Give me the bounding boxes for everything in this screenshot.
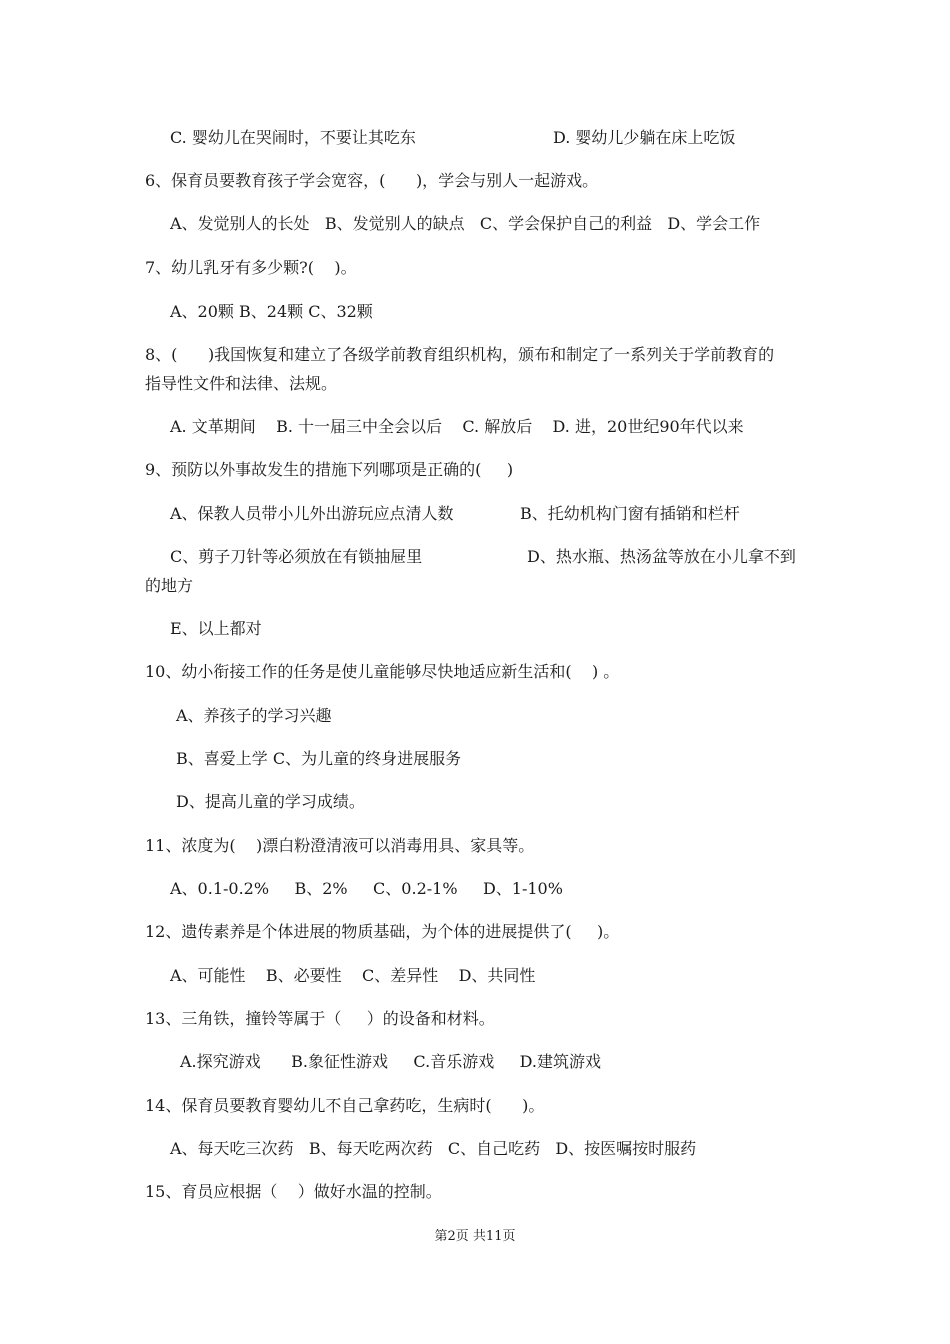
option-line: A.探究游戏 B.象征性游戏 C.音乐游戏 D.建筑游戏	[180, 1052, 601, 1071]
option-line: C、剪子刀针等必须放在有锁抽屉里	[170, 547, 423, 566]
question-line: 15、育员应根据（ ）做好水温的控制。	[145, 1182, 442, 1201]
question-line: 11、浓度为( )漂白粉澄清液可以消毒用具、家具等。	[145, 836, 535, 855]
question-line: 13、三角铁，撞铃等属于（ ）的设备和材料。	[145, 1009, 495, 1028]
option-line: B、喜爱上学 C、为儿童的终身进展服务	[176, 749, 462, 768]
option-line: A、发觉别人的长处 B、发觉别人的缺点 C、学会保护自己的利益 D、学会工作	[170, 214, 761, 233]
option-line: D、热水瓶、热汤盆等放在小儿拿不到	[527, 547, 796, 566]
option-line: D. 婴幼儿少躺在床上吃饭	[553, 128, 736, 147]
question-line: 的地方	[145, 576, 194, 595]
question-line: 指导性文件和法律、法规。	[145, 374, 338, 393]
question-line: 12、遗传素养是个体进展的物质基础，为个体的进展提供了( )。	[145, 922, 620, 941]
option-line: D、提高儿童的学习成绩。	[176, 792, 365, 811]
option-line: A、养孩子的学习兴趣	[176, 706, 332, 725]
question-line: 10、幼小衔接工作的任务是使儿童能够尽快地适应新生活和( ) 。	[145, 662, 620, 681]
page-footer: 第2页 共11页	[434, 1229, 516, 1244]
option-line: A、20颗 B、24颗 C、32颗	[170, 302, 373, 321]
question-line: 9、预防以外事故发生的措施下列哪项是正确的( )	[145, 460, 514, 479]
option-line: A、每天吃三次药 B、每天吃两次药 C、自己吃药 D、按医嘱按时服药	[170, 1139, 697, 1158]
question-line: 8、( )我国恢复和建立了各级学前教育组织机构，颁布和制定了一系列关于学前教育的	[145, 345, 775, 364]
question-line: 6、保育员要教育孩子学会宽容，( )，学会与别人一起游戏。	[145, 171, 599, 190]
question-line: 7、幼儿乳牙有多少颗?( )。	[145, 258, 357, 277]
option-line: C. 婴幼儿在哭闹时，不要让其吃东	[170, 128, 416, 147]
question-line: 14、保育员要教育婴幼儿不自己拿药吃，生病时( )。	[145, 1096, 545, 1115]
option-line: A、可能性 B、必要性 C、差异性 D、共同性	[170, 966, 536, 985]
option-line: A. 文革期间 B. 十一届三中全会以后 C. 解放后 D. 进，20世纪90年代以来	[170, 417, 744, 436]
option-line: E、以上都对	[170, 619, 262, 638]
option-line: B、托幼机构门窗有插销和栏杆	[520, 504, 740, 523]
option-line: A、0.1-0.2% B、2% C、0.2-1% D、1-10%	[170, 879, 563, 898]
option-line: A、保教人员带小儿外出游玩应点清人数	[170, 504, 454, 523]
